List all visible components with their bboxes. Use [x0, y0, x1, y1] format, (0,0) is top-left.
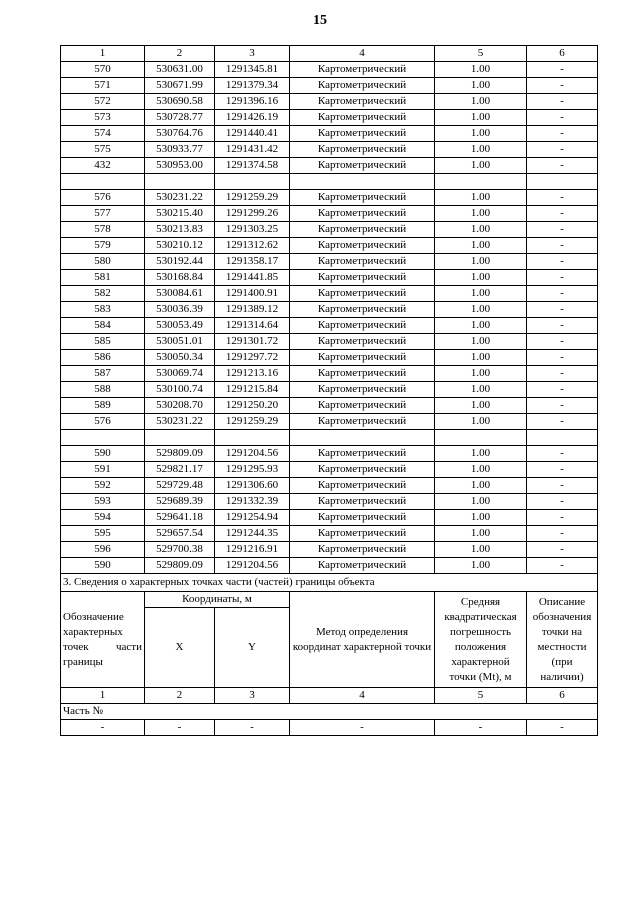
error-value: 1.00 [435, 94, 527, 110]
part-label-row [61, 704, 598, 720]
separator-cell [61, 430, 145, 446]
coord-x: 530069.74 [145, 366, 215, 382]
column-number: 5 [435, 46, 527, 62]
coord-x: 529700.38 [145, 542, 215, 558]
coord-y: 1291303.25 [215, 222, 290, 238]
separator-cell [290, 430, 435, 446]
coord-x: 530671.99 [145, 78, 215, 94]
description: - [527, 190, 598, 206]
table-row [61, 526, 598, 542]
point-number: 590 [61, 446, 145, 462]
separator-cell [435, 174, 527, 190]
empty-cell: - [145, 720, 215, 736]
description: - [527, 510, 598, 526]
header-coordinates: Координаты, м [145, 592, 290, 608]
coord-x: 529641.18 [145, 510, 215, 526]
coord-y: 1291441.85 [215, 270, 290, 286]
point-number: 583 [61, 302, 145, 318]
coord-y: 1291244.35 [215, 526, 290, 542]
coord-y: 1291400.91 [215, 286, 290, 302]
description: - [527, 494, 598, 510]
coord-y: 1291314.64 [215, 318, 290, 334]
error-value: 1.00 [435, 334, 527, 350]
point-number: 594 [61, 510, 145, 526]
method: Картометрический [290, 222, 435, 238]
coord-y: 1291345.81 [215, 62, 290, 78]
description: - [527, 78, 598, 94]
coord-x: 530728.77 [145, 110, 215, 126]
table-row [61, 542, 598, 558]
coord-y: 1291332.39 [215, 494, 290, 510]
point-number: 575 [61, 142, 145, 158]
point-number: 581 [61, 270, 145, 286]
method: Картометрический [290, 558, 435, 574]
description: - [527, 350, 598, 366]
method: Картометрический [290, 78, 435, 94]
description: - [527, 318, 598, 334]
error-value: 1.00 [435, 558, 527, 574]
method: Картометрический [290, 510, 435, 526]
column-number: 3 [215, 46, 290, 62]
column-number: 4 [290, 46, 435, 62]
page-number: 15 [313, 13, 327, 28]
table-row [61, 510, 598, 526]
empty-cell: - [435, 720, 527, 736]
table-row [61, 382, 598, 398]
point-number: 593 [61, 494, 145, 510]
description: - [527, 94, 598, 110]
coord-x: 529809.09 [145, 446, 215, 462]
coord-y: 1291396.16 [215, 94, 290, 110]
method: Картометрический [290, 238, 435, 254]
method: Картометрический [290, 62, 435, 78]
description: - [527, 158, 598, 174]
method: Картометрический [290, 110, 435, 126]
point-number: 576 [61, 190, 145, 206]
empty-cell: - [290, 720, 435, 736]
column-number: 6 [527, 46, 598, 62]
point-number: 570 [61, 62, 145, 78]
description: - [527, 222, 598, 238]
coord-y: 1291259.29 [215, 190, 290, 206]
coord-y: 1291389.12 [215, 302, 290, 318]
separator-cell [290, 174, 435, 190]
description: - [527, 558, 598, 574]
method: Картометрический [290, 382, 435, 398]
coord-y: 1291379.34 [215, 78, 290, 94]
point-number: 590 [61, 558, 145, 574]
error-value: 1.00 [435, 462, 527, 478]
table-row [61, 238, 598, 254]
separator-cell [61, 174, 145, 190]
coord-y: 1291358.17 [215, 254, 290, 270]
coord-x: 530053.49 [145, 318, 215, 334]
description: - [527, 110, 598, 126]
method: Картометрический [290, 142, 435, 158]
method: Картометрический [290, 398, 435, 414]
point-number: 580 [61, 254, 145, 270]
description: - [527, 238, 598, 254]
table-row [61, 110, 598, 126]
separator-cell [215, 430, 290, 446]
coord-y: 1291216.91 [215, 542, 290, 558]
method: Картометрический [290, 446, 435, 462]
column-number: 2 [145, 46, 215, 62]
table-row [61, 478, 598, 494]
method: Картометрический [290, 318, 435, 334]
coord-y: 1291213.16 [215, 366, 290, 382]
description: - [527, 142, 598, 158]
description: - [527, 414, 598, 430]
coord-x: 530036.39 [145, 302, 215, 318]
description: - [527, 206, 598, 222]
point-number: 579 [61, 238, 145, 254]
error-value: 1.00 [435, 222, 527, 238]
description: - [527, 302, 598, 318]
method: Картометрический [290, 334, 435, 350]
description: - [527, 462, 598, 478]
description: - [527, 366, 598, 382]
method: Картометрический [290, 366, 435, 382]
column-number: 4 [290, 688, 435, 704]
coord-x: 530933.77 [145, 142, 215, 158]
column-number: 3 [215, 688, 290, 704]
coord-y: 1291295.93 [215, 462, 290, 478]
column-number: 5 [435, 688, 527, 704]
group-separator-row [61, 174, 598, 190]
separator-cell [145, 174, 215, 190]
coord-y: 1291204.56 [215, 446, 290, 462]
table-row [61, 62, 598, 78]
error-value: 1.00 [435, 142, 527, 158]
method: Картометрический [290, 526, 435, 542]
error-value: 1.00 [435, 366, 527, 382]
coord-x: 529809.09 [145, 558, 215, 574]
coord-y: 1291250.20 [215, 398, 290, 414]
method: Картометрический [290, 462, 435, 478]
header-description: Описание обозначения точки на местности (при наличии) [527, 592, 598, 688]
table-row [61, 414, 598, 430]
coord-x: 530168.84 [145, 270, 215, 286]
table-row [61, 494, 598, 510]
point-number: 572 [61, 94, 145, 110]
point-number: 582 [61, 286, 145, 302]
coord-x: 530690.58 [145, 94, 215, 110]
table-row [61, 558, 598, 574]
coord-y: 1291297.72 [215, 350, 290, 366]
coord-x: 530953.00 [145, 158, 215, 174]
description: - [527, 398, 598, 414]
table-row [61, 398, 598, 414]
point-number: 576 [61, 414, 145, 430]
error-value: 1.00 [435, 382, 527, 398]
error-value: 1.00 [435, 398, 527, 414]
header-y: Y [215, 608, 290, 688]
coord-y: 1291312.62 [215, 238, 290, 254]
table-row [61, 446, 598, 462]
method: Картометрический [290, 414, 435, 430]
method: Картометрический [290, 270, 435, 286]
error-value: 1.00 [435, 110, 527, 126]
point-number: 588 [61, 382, 145, 398]
coord-x: 530213.83 [145, 222, 215, 238]
table-row [61, 94, 598, 110]
method: Картометрический [290, 286, 435, 302]
point-number: 584 [61, 318, 145, 334]
point-number: 592 [61, 478, 145, 494]
method: Картометрический [290, 190, 435, 206]
table-row [61, 366, 598, 382]
method: Картометрический [290, 126, 435, 142]
error-value: 1.00 [435, 446, 527, 462]
error-value: 1.00 [435, 510, 527, 526]
coord-x: 530631.00 [145, 62, 215, 78]
error-value: 1.00 [435, 206, 527, 222]
table-row [61, 254, 598, 270]
header-point-designation: Обозначение характерных точек части границы [61, 592, 145, 688]
coord-x: 530210.12 [145, 238, 215, 254]
error-value: 1.00 [435, 158, 527, 174]
coord-x: 530051.01 [145, 334, 215, 350]
error-value: 1.00 [435, 414, 527, 430]
section-title-row [61, 574, 598, 592]
description: - [527, 542, 598, 558]
header-x: X [145, 608, 215, 688]
error-value: 1.00 [435, 62, 527, 78]
coord-y: 1291299.26 [215, 206, 290, 222]
description: - [527, 254, 598, 270]
description: - [527, 382, 598, 398]
coord-y: 1291254.94 [215, 510, 290, 526]
coord-y: 1291426.19 [215, 110, 290, 126]
point-number: 577 [61, 206, 145, 222]
coord-x: 530192.44 [145, 254, 215, 270]
table-row [61, 462, 598, 478]
method: Картометрический [290, 494, 435, 510]
header-method: Метод определения координат характерной точки [290, 592, 435, 688]
method: Картометрический [290, 350, 435, 366]
coord-x: 530208.70 [145, 398, 215, 414]
coord-y: 1291374.58 [215, 158, 290, 174]
method: Картометрический [290, 206, 435, 222]
column-number: 1 [61, 688, 145, 704]
point-number: 585 [61, 334, 145, 350]
coord-y: 1291215.84 [215, 382, 290, 398]
error-value: 1.00 [435, 270, 527, 286]
coord-y: 1291259.29 [215, 414, 290, 430]
separator-cell [527, 174, 598, 190]
table-row [61, 270, 598, 286]
coord-y: 1291440.41 [215, 126, 290, 142]
section3-header-row-1 [61, 592, 598, 608]
coord-x: 529729.48 [145, 478, 215, 494]
method: Картометрический [290, 94, 435, 110]
description: - [527, 270, 598, 286]
coord-x: 529689.39 [145, 494, 215, 510]
description: - [527, 126, 598, 142]
separator-cell [527, 430, 598, 446]
point-number: 589 [61, 398, 145, 414]
method: Картометрический [290, 542, 435, 558]
coord-x: 530050.34 [145, 350, 215, 366]
separator-cell [215, 174, 290, 190]
method: Картометрический [290, 478, 435, 494]
description: - [527, 62, 598, 78]
method: Картометрический [290, 254, 435, 270]
description: - [527, 286, 598, 302]
table-row [61, 286, 598, 302]
header-error: Средняя квадратическая погрешность положения характерной точки (Mt), м [435, 592, 527, 688]
point-number: 586 [61, 350, 145, 366]
section-title: 3. Сведения о характерных точках части (частей) границы объекта [61, 574, 598, 592]
coord-y: 1291301.72 [215, 334, 290, 350]
separator-cell [145, 430, 215, 446]
point-number: 596 [61, 542, 145, 558]
empty-cell: - [527, 720, 598, 736]
table-row [61, 318, 598, 334]
error-value: 1.00 [435, 494, 527, 510]
table-row [61, 302, 598, 318]
coordinates-table [60, 45, 598, 736]
table-row [61, 206, 598, 222]
error-value: 1.00 [435, 126, 527, 142]
coord-x: 530231.22 [145, 414, 215, 430]
coord-x: 530100.74 [145, 382, 215, 398]
table-row [61, 350, 598, 366]
group-separator-row [61, 430, 598, 446]
table-row [61, 126, 598, 142]
table-row [61, 334, 598, 350]
error-value: 1.00 [435, 238, 527, 254]
table-row [61, 142, 598, 158]
column-number: 1 [61, 46, 145, 62]
error-value: 1.00 [435, 350, 527, 366]
coord-x: 529821.17 [145, 462, 215, 478]
empty-cell: - [61, 720, 145, 736]
error-value: 1.00 [435, 526, 527, 542]
coord-x: 530231.22 [145, 190, 215, 206]
separator-cell [435, 430, 527, 446]
point-number: 571 [61, 78, 145, 94]
column-number: 6 [527, 688, 598, 704]
table-row [61, 78, 598, 94]
method: Картометрический [290, 158, 435, 174]
error-value: 1.00 [435, 542, 527, 558]
description: - [527, 526, 598, 542]
coord-x: 530764.76 [145, 126, 215, 142]
error-value: 1.00 [435, 286, 527, 302]
point-number: 591 [61, 462, 145, 478]
description: - [527, 446, 598, 462]
section3-column-number-row [61, 688, 598, 704]
error-value: 1.00 [435, 254, 527, 270]
point-number: 573 [61, 110, 145, 126]
coord-y: 1291306.60 [215, 478, 290, 494]
description: - [527, 478, 598, 494]
part-label: Часть № [61, 704, 598, 720]
empty-cell: - [215, 720, 290, 736]
description: - [527, 334, 598, 350]
error-value: 1.00 [435, 302, 527, 318]
coord-y: 1291204.56 [215, 558, 290, 574]
point-number: 432 [61, 158, 145, 174]
error-value: 1.00 [435, 78, 527, 94]
coordinates-table-body [61, 46, 598, 736]
coord-y: 1291431.42 [215, 142, 290, 158]
column-number-row [61, 46, 598, 62]
method: Картометрический [290, 302, 435, 318]
coord-x: 530084.61 [145, 286, 215, 302]
point-number: 595 [61, 526, 145, 542]
error-value: 1.00 [435, 318, 527, 334]
point-number: 578 [61, 222, 145, 238]
table-row [61, 222, 598, 238]
point-number: 587 [61, 366, 145, 382]
coord-x: 530215.40 [145, 206, 215, 222]
error-value: 1.00 [435, 478, 527, 494]
error-value: 1.00 [435, 190, 527, 206]
table-row [61, 158, 598, 174]
coord-x: 529657.54 [145, 526, 215, 542]
column-number: 2 [145, 688, 215, 704]
point-number: 574 [61, 126, 145, 142]
empty-data-row [61, 720, 598, 736]
table-row [61, 190, 598, 206]
